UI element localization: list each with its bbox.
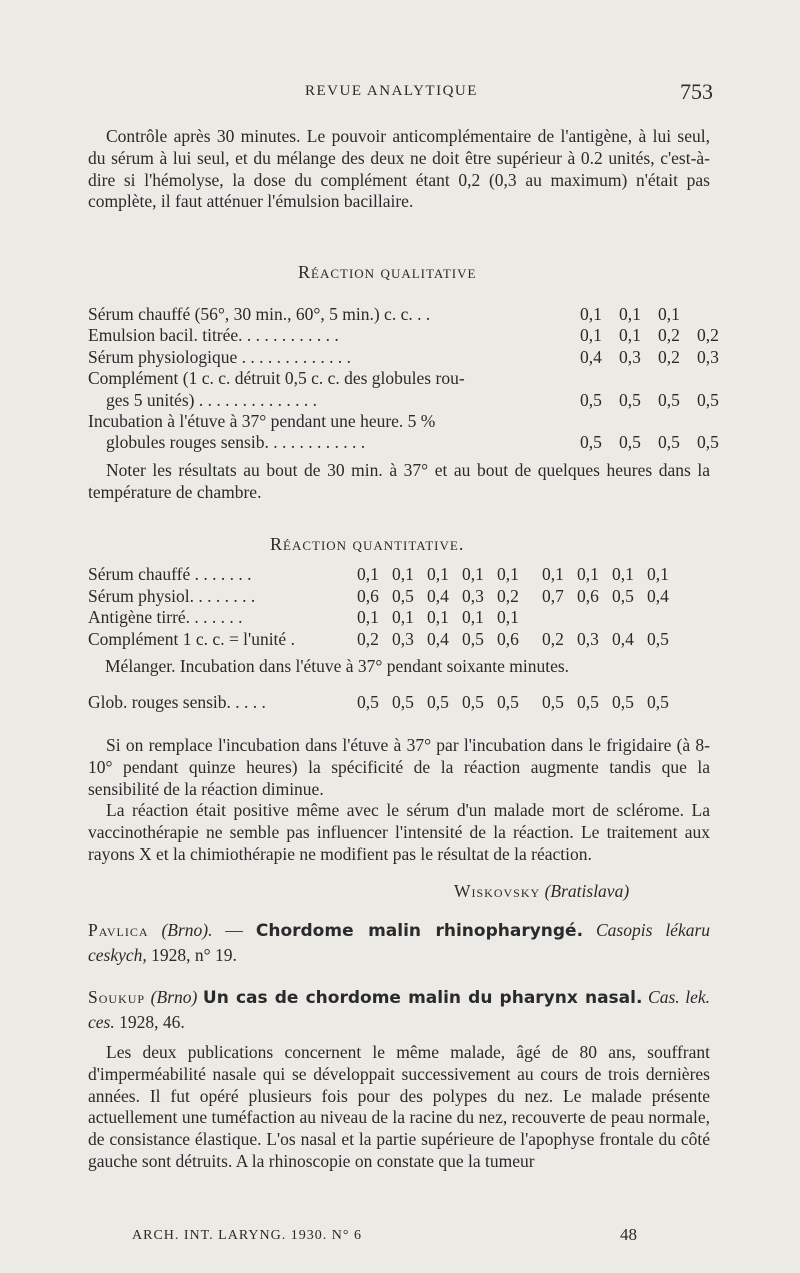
quantitative-cell: 0,2 xyxy=(357,628,379,649)
paragraph-publications: Les deux publications concernent le même malade, âgé de 80 ans, souffrant d'imperméabilité nasale qui se développait successivement au cours de trois dernières années. Il fut opéré plusieurs fois pour des polypes du nez. Le malade présente actuellement une tuméfaction au niveau de la racine du nez, recouverte de peau normale, de consistance élastique. L'os nasal et la partie supérieure de l'apophyse frontale du côté gauche sont détruits. A la rhinoscopie on constate que la tumeur xyxy=(88,1042,710,1171)
footer-journal: ARCH. INT. LARYNG. 1930. N° 6 xyxy=(132,1228,362,1243)
glob-row-cell: 0,5 xyxy=(612,692,634,712)
quantitative-cell: 0,2 xyxy=(542,628,564,649)
paragraph-frigidaire: Si on remplace l'incubation dans l'étuve à 37° par l'incubation dans le frigidaire (à 8-10° pendant quinze heures) la spécificité de la réaction augmente tandis que la sensibilité de la réaction diminue. xyxy=(88,735,710,799)
ref2-city: (Brno) xyxy=(150,987,198,1007)
quantitative-cell: 0,1 xyxy=(357,564,379,584)
quantitative-cell: 0,6 xyxy=(357,585,379,606)
qualitative-cell: 0,5 xyxy=(697,389,719,410)
quantitative-cell: 0,1 xyxy=(497,564,519,584)
ref1-city: (Brno). xyxy=(161,920,213,940)
incubation-line: Mélanger. Incubation dans l'étuve à 37° pendant soixante minutes. xyxy=(105,656,570,676)
qualitative-cell: 0,3 xyxy=(697,346,719,367)
qualitative-cell: 0,2 xyxy=(658,325,680,346)
qualitative-cell: 0,2 xyxy=(658,346,680,367)
quantitative-row-label: Sérum physiol. . . . . . . . xyxy=(88,585,256,606)
quantitative-cell: 0,3 xyxy=(462,585,484,606)
quantitative-title: Réaction quantitative. xyxy=(270,534,465,554)
qualitative-row-label: Emulsion bacil. titrée. . . . . . . . . . . . xyxy=(88,325,339,346)
reference-soukup xyxy=(88,985,710,1034)
quantitative-row-label: Complément 1 c. c. = l'unité . xyxy=(88,628,295,649)
ref2-author: Soukup xyxy=(88,987,146,1007)
quantitative-cell: 0,7 xyxy=(542,585,564,606)
quantitative-cell: 0,1 xyxy=(462,607,484,627)
quantitative-cell: 0,6 xyxy=(497,628,519,649)
quantitative-cell: 0,4 xyxy=(427,585,449,606)
qualitative-cell: 0,5 xyxy=(619,389,641,410)
qualitative-cell: 0,1 xyxy=(658,304,680,324)
qualitative-cell: 0,5 xyxy=(697,432,719,453)
quantitative-cell: 0,1 xyxy=(392,564,414,584)
qualitative-cell: 0,2 xyxy=(697,325,719,346)
quantitative-cell: 0,1 xyxy=(392,607,414,627)
qualitative-row-label: Complément (1 c. c. détruit 0,5 c. c. des globules rou- xyxy=(88,368,465,389)
ref1-title: Chordome malin rhinopharyngé. xyxy=(255,921,584,941)
quantitative-cell: 0,3 xyxy=(392,628,414,649)
paragraph-sclerome: La réaction était positive même avec le sérum d'un malade mort de sclérome. La vaccinothérapie ne semble pas influencer l'intensité de la réaction. Le traitement aux rayons X et la chimiothérapie ne modifient pas le résultat de la réaction. xyxy=(88,800,710,864)
glob-row-cell: 0,5 xyxy=(392,692,414,712)
glob-row-cell: 0,5 xyxy=(577,692,599,712)
qualitative-row-label: ges 5 unités) . . . . . . . . . . . . . . xyxy=(106,389,317,410)
qualitative-title: Réaction qualitative xyxy=(298,262,477,282)
glob-row-cell: 0,5 xyxy=(462,692,484,712)
signature xyxy=(454,880,629,902)
ref1-year: 1928, n° 19. xyxy=(151,945,237,965)
quantitative-cell: 0,1 xyxy=(462,564,484,584)
quantitative-cell: 0,1 xyxy=(357,607,379,627)
glob-row-cell: 0,5 xyxy=(542,692,564,712)
footer-signature-number: 48 xyxy=(620,1225,637,1244)
qualitative-cell: 0,4 xyxy=(580,346,602,367)
qualitative-cell: 0,5 xyxy=(580,432,602,453)
signature-name: Wiskovsky xyxy=(454,881,541,901)
ref2-year: 1928, 46. xyxy=(119,1012,185,1032)
reference-pavlica xyxy=(88,918,710,967)
quantitative-cell: 0,1 xyxy=(427,564,449,584)
qualitative-cell: 0,5 xyxy=(580,389,602,410)
quantitative-cell: 0,6 xyxy=(577,585,599,606)
quantitative-cell: 0,1 xyxy=(577,564,599,584)
glob-row-cell: 0,5 xyxy=(497,692,519,712)
glob-row-label: Glob. rouges sensib. . . . . xyxy=(88,692,266,712)
quantitative-cell: 0,4 xyxy=(647,585,669,606)
quantitative-cell: 0,1 xyxy=(542,564,564,584)
ref2-journal: Cas. lek. ces. xyxy=(88,987,710,1032)
quantitative-cell: 0,5 xyxy=(647,628,669,649)
quantitative-cell: 0,5 xyxy=(612,585,634,606)
glob-row-cell: 0,5 xyxy=(357,692,379,712)
quantitative-cell: 0,3 xyxy=(577,628,599,649)
ref2-title: Un cas de chordome malin du pharynx nasal. xyxy=(202,988,643,1008)
glob-row-cell: 0,5 xyxy=(427,692,449,712)
ref1-author: Pavlica xyxy=(88,920,149,940)
qualitative-cell: 0,5 xyxy=(658,389,680,410)
qualitative-cell: 0,1 xyxy=(619,325,641,346)
ref1-dash: — xyxy=(225,920,243,940)
qualitative-row-label: globules rouges sensib. . . . . . . . . . . . xyxy=(106,432,366,453)
quantitative-cell: 0,4 xyxy=(427,628,449,649)
signature-place: (Bratislava) xyxy=(544,881,630,901)
quantitative-row-label: Sérum chauffé . . . . . . . xyxy=(88,564,252,584)
quantitative-cell: 0,1 xyxy=(612,564,634,584)
ref1-journal: Casopis lékaru ceskych, xyxy=(88,920,711,965)
qualitative-row-label: Incubation à l'étuve à 37° pendant une heure. 5 % xyxy=(88,411,436,431)
quantitative-cell: 0,4 xyxy=(612,628,634,649)
running-header: REVUE ANALYTIQUE xyxy=(305,83,478,99)
glob-row-cell: 0,5 xyxy=(647,692,669,712)
qualitative-cell: 0,5 xyxy=(658,432,680,453)
qualitative-row-label: Sérum physiologique . . . . . . . . . . . . . xyxy=(88,346,351,367)
quantitative-cell: 0,2 xyxy=(497,585,519,606)
quantitative-cell: 0,5 xyxy=(392,585,414,606)
quantitative-cell: 0,5 xyxy=(462,628,484,649)
quantitative-cell: 0,1 xyxy=(497,607,519,627)
quantitative-cell: 0,1 xyxy=(427,607,449,627)
qualitative-cell: 0,1 xyxy=(619,304,641,324)
qualitative-row-label: Sérum chauffé (56°, 30 min., 60°, 5 min.) c. c. . . xyxy=(88,304,431,324)
intro-paragraph: Contrôle après 30 minutes. Le pouvoir anticomplémentaire de l'antigène, à lui seul, du sérum à lui seul, et du mélange des deux ne doit être supérieur à 0.2 unités, c'est-à-dire si l'hémolyse, la dose du complément étant 0,2 (0,3 au maximum) n'était pas complète, il faut atténuer l'émulsion bacillaire. xyxy=(88,126,710,212)
quantitative-cell: 0,1 xyxy=(647,564,669,584)
qualitative-note: Noter les résultats au bout de 30 min. à 37° et au bout de quelques heures dans la température de chambre. xyxy=(88,460,710,502)
quantitative-row-label: Antigène tirré. . . . . . . xyxy=(88,607,243,627)
qualitative-cell: 0,3 xyxy=(619,346,641,367)
page-number: 753 xyxy=(680,79,713,104)
qualitative-cell: 0,1 xyxy=(580,325,602,346)
qualitative-cell: 0,1 xyxy=(580,304,602,324)
qualitative-cell: 0,5 xyxy=(619,432,641,453)
